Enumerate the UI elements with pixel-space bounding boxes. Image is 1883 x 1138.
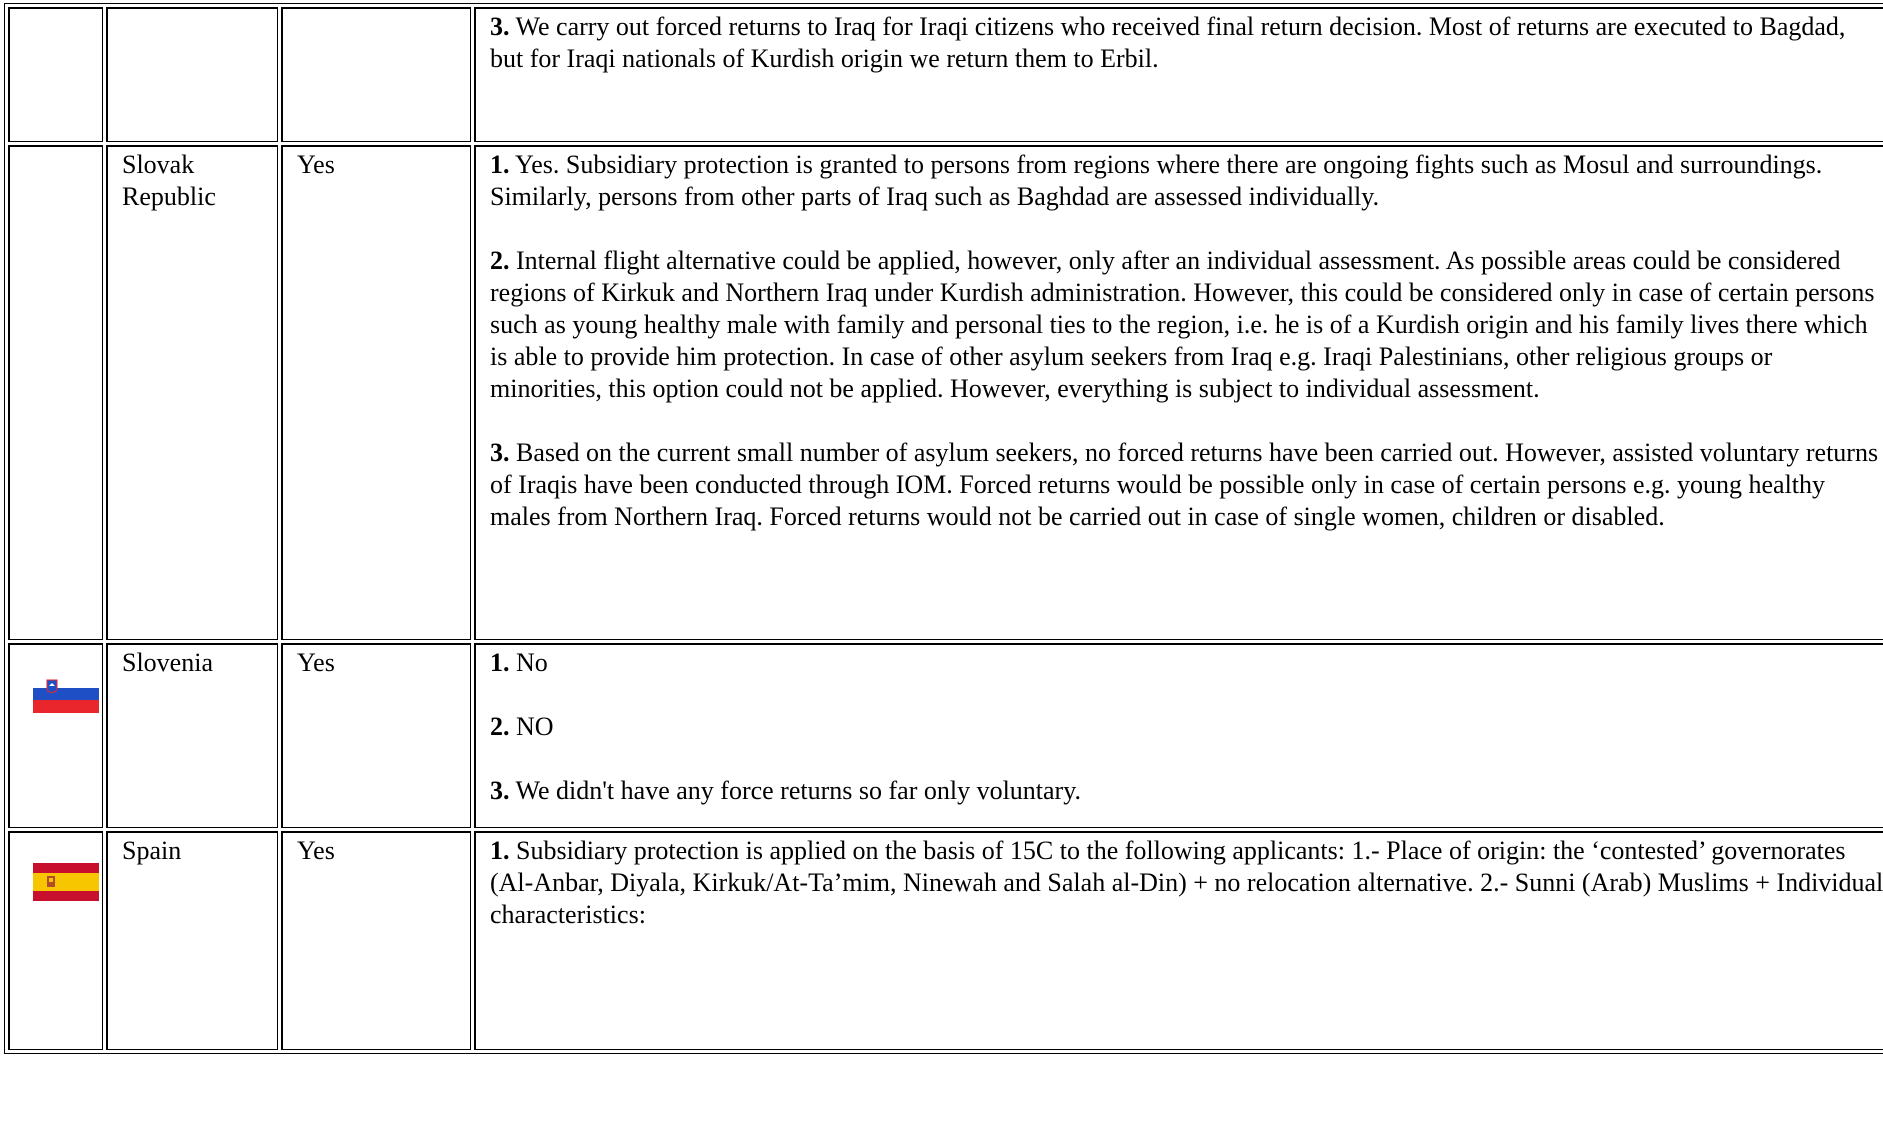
answer-cell [281,643,471,828]
paragraph-text: We didn't have any force returns so far only voluntary. [509,776,1082,805]
flag-cell [8,145,103,640]
paragraph-text: No [509,648,548,677]
country-name: Spain [122,836,182,865]
response-cell [474,145,1883,640]
country-cell [106,145,278,640]
paragraph-number: 3. [490,776,510,805]
paragraph-number: 1. [490,648,510,677]
paragraph-number: 2. [490,712,510,741]
paragraph-text: Based on the current small number of asylum seekers, no forced returns have been carried out. However, assisted voluntary returns of Iraqis have been conducted through IOM. Forced returns would be possible only in case of certain persons e.g. young healthy males from Northern Iraq. Forced returns would not be carried out in case of single women, children or disabled. [490,438,1879,531]
country-cell [106,7,278,142]
paragraph-number: 1. [490,150,510,179]
paragraph-text: Yes. Subsidiary protection is granted to persons from regions where there are ongoing fights such as Mosul and surroundings. Similarly, persons from other parts of Iraq such as Baghdad are assessed individually. [490,150,1823,211]
slovenia-flag-icon [33,675,99,713]
paragraph-text: We carry out forced returns to Iraq for Iraqi citizens who received final return decision. Most of returns are executed to Bagdad, but for Iraqi nationals of Kurdish origin we return them to Erbil. [490,12,1846,73]
country-name: Slovak Republic [122,150,216,211]
paragraph-text: NO [509,712,554,741]
response-paragraph [490,711,1883,743]
table-row [8,145,1883,640]
paragraph-number: 2. [490,246,510,275]
response-paragraph [490,647,1883,679]
country-cell [106,831,278,1050]
response-paragraph [490,245,1883,405]
response-paragraph [490,835,1883,931]
response-paragraph [490,437,1883,533]
table-row [8,831,1883,1050]
spain-flag-icon [33,863,99,901]
table-row [8,7,1883,142]
flag-cell [8,831,103,1050]
paragraph-text: Subsidiary protection is applied on the basis of 15C to the following applicants: 1.- Place of origin: the ‘contested’ governorates (Al-Anbar, Diyala, Kirkuk/At-Ta’mim, Ninewah and Salah al-Din) + no relocation alternative. 2.- Sunni (Arab) Muslims + Individual characteristics: [490,836,1883,929]
answer-cell [281,831,471,1050]
answer-value: Yes [297,150,335,179]
paragraph-text: Internal flight alternative could be applied, however, only after an individual assessment. As possible areas could be considered regions of Kirkuk and Northern Iraq under Kurdish administration. However, this could be considered only in case of certain persons such as young healthy male with family and personal ties to the region, i.e. he is of a Kurdish origin and his family lives there which is able to provide him protection. In case of other asylum seekers from Iraq e.g. Iraqi Palestinians, other religious groups or minorities, this option could not be applied. However, everything is subject to individual assessment. [490,246,1875,403]
paragraph-number: 1. [490,836,510,865]
flag-cell [8,7,103,142]
paragraph-number: 3. [490,438,510,467]
response-paragraph [490,775,1883,807]
flag-cell [8,643,103,828]
response-cell [474,7,1883,142]
response-paragraph [490,149,1883,213]
paragraph-number: 3. [490,12,510,41]
country-responses-table [4,3,1883,1054]
response-cell [474,831,1883,1050]
country-cell [106,643,278,828]
answer-cell [281,145,471,640]
table-row [8,643,1883,828]
answer-cell [281,7,471,142]
answer-value: Yes [297,836,335,865]
answer-value: Yes [297,648,335,677]
response-paragraph [490,11,1883,75]
country-name: Slovenia [122,648,213,677]
response-cell [474,643,1883,828]
